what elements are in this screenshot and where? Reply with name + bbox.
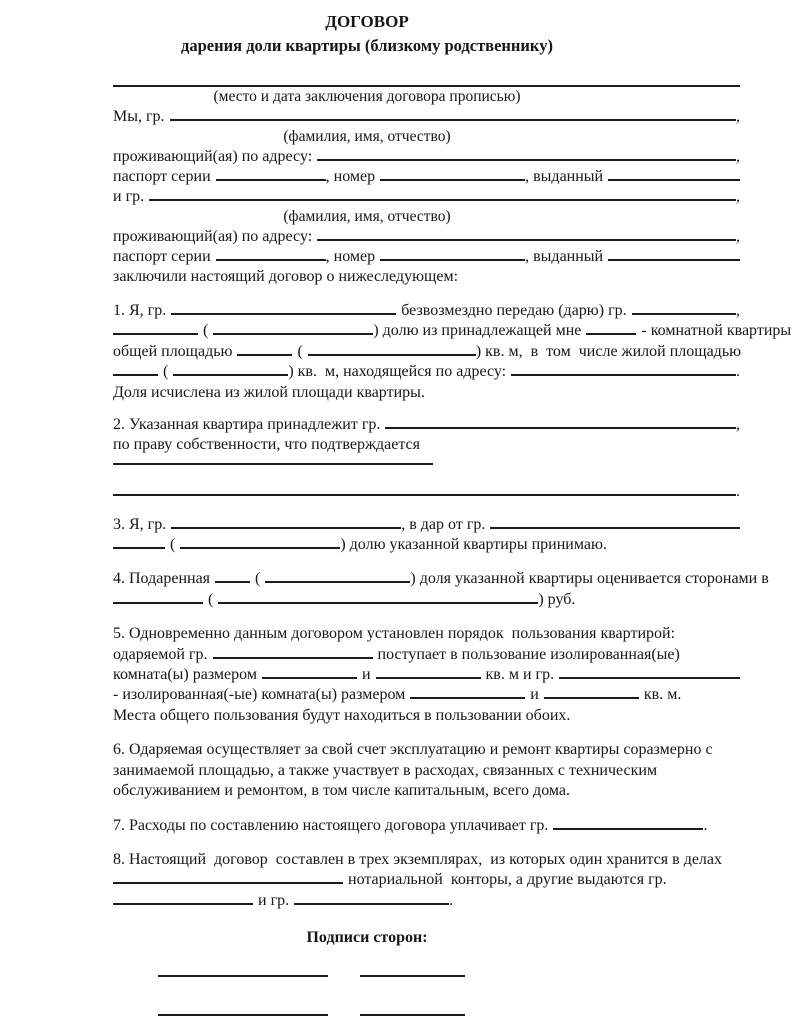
- blank-field: [113, 546, 165, 549]
- concluded-text: заключили настоящий договор о нижеследующем:: [113, 268, 459, 285]
- clause-1-text: - комнатной квартиры: [641, 322, 792, 340]
- clause-5-text: одаряемой гр.: [113, 645, 208, 663]
- blank-field: [171, 312, 396, 315]
- clause-8-text: и гр.: [258, 891, 290, 909]
- blank-field: [608, 178, 740, 181]
- passport-number-label: , номер: [325, 248, 376, 265]
- blank-field: [149, 198, 736, 201]
- blank-field: [113, 462, 433, 465]
- address-label: проживающий(ая) по адресу:: [113, 228, 313, 245]
- blank-field: [586, 332, 636, 335]
- blank-field: [317, 238, 736, 241]
- clause-5-line-2: [113, 645, 740, 665]
- doc-title: ДОГОВОР: [325, 12, 409, 31]
- clause-5-text: кв. м и гр.: [485, 666, 555, 684]
- blank-field: [376, 676, 481, 679]
- signature-row-2: [113, 1013, 740, 1019]
- clause-1-text: 1. Я, гр.: [113, 302, 167, 319]
- address-label: проживающий(ая) по адресу:: [113, 148, 313, 165]
- period: .: [736, 363, 740, 381]
- clause-2-line-1: [113, 415, 740, 435]
- clause-2-text: по праву собственности, что подтверждается: [113, 436, 420, 454]
- clause-6-line-3: [113, 781, 740, 801]
- concluded-line: [113, 267, 740, 287]
- clause-5-line-5: [113, 706, 740, 726]
- blank-field: [113, 601, 203, 604]
- period: .: [703, 816, 708, 834]
- clause-5-text: и: [361, 666, 371, 684]
- blank-field: [213, 332, 373, 335]
- clause-6-text: 6. Одаряемая осуществляет за свой счет эксплуатацию и ремонт квартиры соразмерно с: [113, 741, 713, 759]
- party2-passport-line: [113, 247, 740, 267]
- clause-1-line-2: [113, 321, 792, 341]
- signature-row-1: [113, 974, 740, 980]
- clause-5-text: кв. м.: [643, 686, 682, 704]
- clause-8-line-1: [113, 850, 740, 870]
- blank-field: [544, 696, 639, 699]
- blank-field: [113, 493, 736, 496]
- clause-8-line-3: [113, 891, 740, 911]
- clause-1-line-5: [113, 383, 740, 403]
- clause-1-line-3: [113, 342, 740, 362]
- clause-5-line-4: [113, 685, 740, 705]
- clause-3-text: , в дар от гр.: [401, 515, 486, 533]
- open-paren: (: [163, 363, 169, 381]
- party1-passport-line: [113, 167, 740, 187]
- fio-caption: (фамилия, имя, отчество): [283, 128, 451, 145]
- clause-6-text: занимаемой площадью, а также участвует в расходах, связанных с техническим: [113, 761, 658, 779]
- party1-address-line: [113, 147, 740, 167]
- clause-3-line-1: [113, 515, 740, 535]
- clause-8-text: нотариальной конторы, а другие выдаются гр.: [348, 871, 667, 889]
- passport-issued-label: , выданный: [525, 168, 604, 185]
- clause-5-text: - изолированная(-ые) комната(ы) размером: [113, 686, 406, 704]
- blank-field: [490, 526, 740, 529]
- blank-field: [294, 902, 449, 905]
- signatures-heading: Подписи сторон:: [306, 929, 428, 947]
- signature-line: [360, 1013, 465, 1016]
- blank-field: [216, 178, 326, 181]
- blank-field: [380, 178, 525, 181]
- period: .: [736, 483, 740, 501]
- blank-field: [113, 332, 198, 335]
- fio-caption: (фамилия, имя, отчество): [283, 208, 451, 225]
- blank-field: [553, 827, 703, 830]
- clause-1-text: безвозмездно передаю (дарю) гр.: [401, 302, 627, 319]
- clause-7-line-1: [113, 816, 740, 836]
- blank-field: [632, 312, 736, 315]
- clause-3-line-2: [113, 535, 740, 555]
- blank-field: [262, 676, 357, 679]
- blank-field: [511, 373, 736, 376]
- open-paren: (: [255, 570, 261, 588]
- blank-field: [385, 426, 736, 429]
- clause-1-text: Доля исчислена из жилой площади квартиры.: [113, 383, 425, 401]
- clause-4-line-2: [113, 590, 740, 610]
- blank-field: [380, 258, 525, 261]
- comma: ,: [736, 108, 740, 125]
- comma: ,: [736, 148, 740, 165]
- clause-5-line-3: [113, 665, 740, 685]
- and-citizen-label: и гр.: [113, 188, 145, 205]
- period: .: [449, 891, 454, 909]
- blank-field: [237, 353, 292, 356]
- blank-field: [173, 373, 288, 376]
- doc-subtitle: дарения доли квартиры (близкому родственнику): [181, 36, 553, 55]
- comma: ,: [736, 302, 740, 319]
- blank-field: [170, 118, 736, 121]
- clause-1-text: общей площадью: [113, 342, 233, 360]
- clause-5-text: комната(ы) размером: [113, 666, 257, 684]
- party1-name-line: [113, 107, 740, 127]
- blank-field: [308, 353, 476, 356]
- passport-series-label: паспорт серии: [113, 248, 211, 265]
- blank-field: [559, 676, 740, 679]
- signature-line: [360, 974, 465, 977]
- signature-line: [158, 974, 328, 977]
- blank-field: [113, 902, 253, 905]
- blank-field: [265, 580, 410, 583]
- clause-5-text: поступает в пользование изолированная(ые): [377, 645, 680, 663]
- open-paren: (: [170, 536, 176, 554]
- clause-2-line-2: [113, 435, 740, 455]
- clause-1-text: ) кв. м, находящейся по адресу:: [288, 363, 507, 381]
- clause-8-line-2: [113, 870, 740, 890]
- clause-2-line-3: [113, 462, 740, 482]
- we-label: Мы, гр.: [113, 108, 165, 125]
- clause-4-line-1: [113, 569, 769, 589]
- clause-1-line-4: [113, 362, 740, 382]
- clause-6-line-2: [113, 761, 740, 781]
- clause-3-text: 3. Я, гр.: [113, 515, 167, 533]
- blank-field: [215, 580, 250, 583]
- blank-field: [608, 258, 740, 261]
- passport-number-label: , номер: [325, 168, 376, 185]
- passport-issued-label: , выданный: [525, 248, 604, 265]
- clause-1-line-1: [113, 301, 740, 321]
- comma: ,: [736, 188, 740, 205]
- blank-field: [171, 526, 401, 529]
- blank-field: [216, 258, 326, 261]
- clause-5-text: 5. Одновременно данным договором установлен порядок пользования квартирой:: [113, 625, 676, 643]
- clause-4-text: 4. Подаренная: [113, 570, 211, 588]
- clause-4-text: ) руб.: [538, 590, 576, 608]
- clause-2-line-4: [113, 482, 740, 502]
- open-paren: (: [208, 590, 214, 608]
- open-paren: (: [203, 322, 209, 340]
- open-paren: (: [297, 342, 303, 360]
- clause-6-line-1: [113, 740, 740, 760]
- blank-field: [180, 546, 340, 549]
- blank-field: [218, 601, 538, 604]
- place-date-caption: (место и дата заключения договора прописью): [213, 88, 521, 105]
- comma: ,: [736, 228, 740, 245]
- clause-6-text: обслуживанием и ремонтом, в том числе капитальным, всего дома.: [113, 782, 571, 800]
- clause-7-text: 7. Расходы по составлению настоящего договора уплачивает гр.: [113, 816, 549, 834]
- blank-field: [113, 373, 158, 376]
- clause-3-text: ) долю указанной квартиры принимаю.: [340, 536, 607, 554]
- blank-field: [113, 881, 343, 884]
- party2-name-line: [113, 187, 740, 207]
- signature-line: [158, 1013, 328, 1016]
- blank-field: [410, 696, 525, 699]
- blank-field: [317, 158, 736, 161]
- clause-5-text: Места общего пользования будут находиться в пользовании обоих.: [113, 706, 571, 724]
- comma: ,: [736, 416, 740, 434]
- clause-4-text: ) доля указанной квартиры оценивается сторонами в: [410, 570, 769, 588]
- passport-series-label: паспорт серии: [113, 168, 211, 185]
- clause-1-text: ) долю из принадлежащей мне: [373, 322, 582, 340]
- clause-5-line-1: [113, 624, 740, 644]
- clause-2-text: 2. Указанная квартира принадлежит гр.: [113, 416, 381, 434]
- blank-field: [213, 656, 373, 659]
- party2-address-line: [113, 227, 740, 247]
- clause-8-text: 8. Настоящий договор составлен в трех экземплярах, из которых один хранится в делах: [113, 850, 723, 868]
- clause-5-text: и: [530, 686, 539, 704]
- clause-1-text: ) кв. м, в том числе жилой площадью: [475, 342, 742, 360]
